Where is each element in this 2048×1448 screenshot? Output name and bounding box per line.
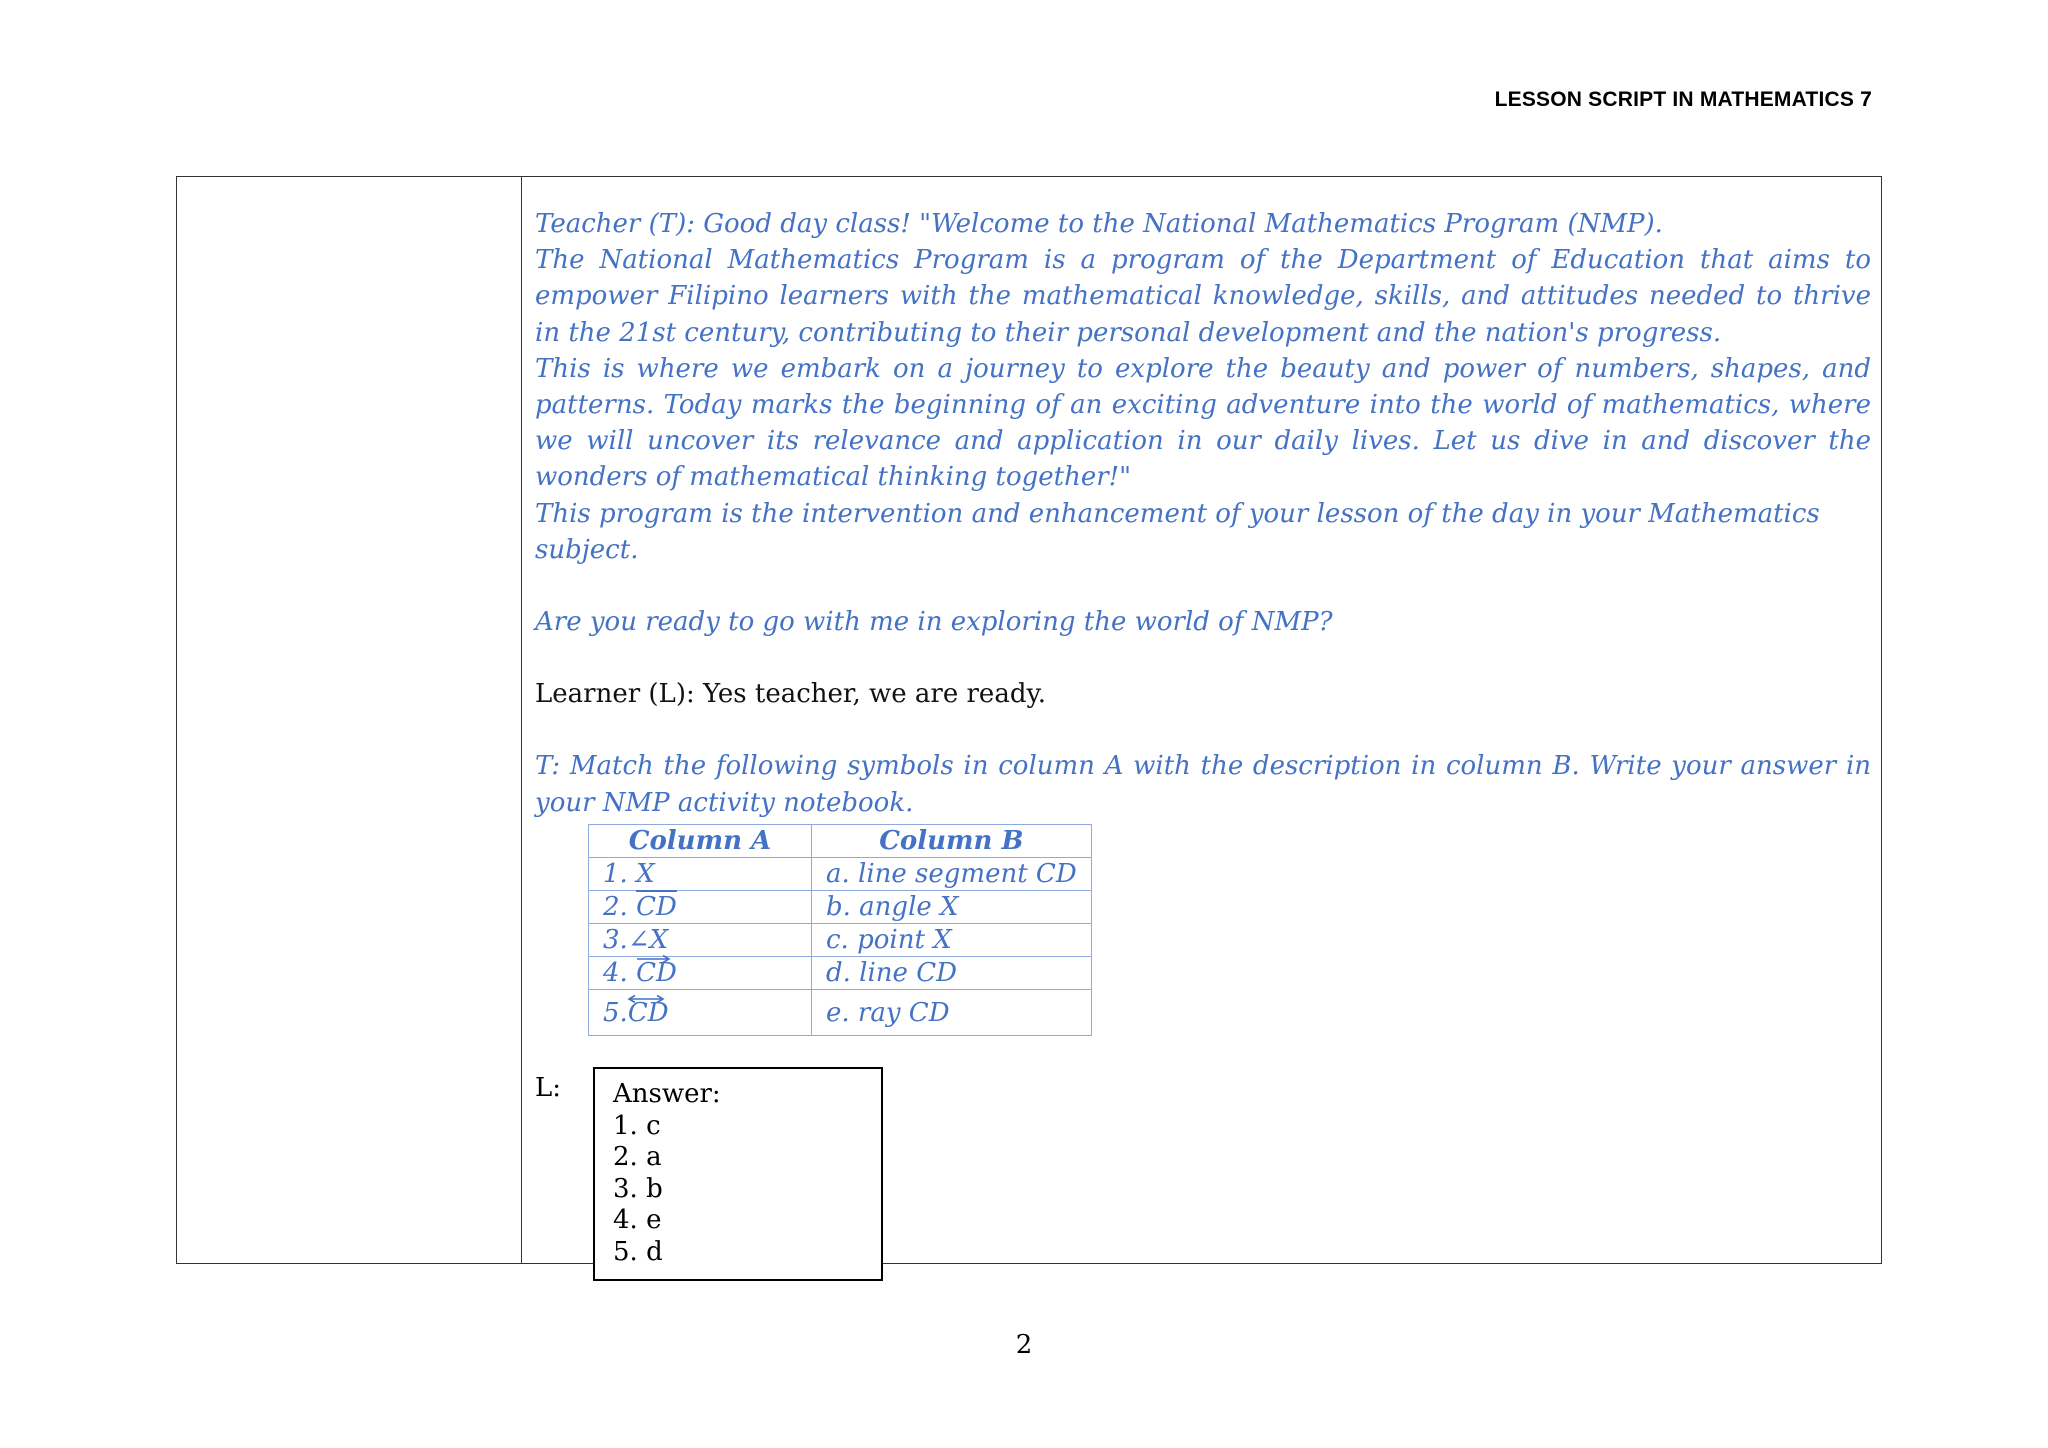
symbol-segment: $\overline{CD}$ xyxy=(636,892,677,922)
column-b-cell: e. ray CD xyxy=(812,990,1092,1036)
teacher-greeting: Teacher (T): Good day class! "Welcome to the National Mathematics Program (NMP). xyxy=(535,209,1663,239)
line-arrows-icon xyxy=(627,994,665,1004)
table-row xyxy=(589,957,1092,990)
column-b-cell: a. line segment CD xyxy=(812,858,1092,891)
column-a-cell xyxy=(589,891,812,924)
column-a-header: Column A xyxy=(589,825,812,858)
item-number: 1. xyxy=(603,859,628,889)
answer-item: 3. b xyxy=(613,1173,663,1204)
symbol-ray: CD xyxy=(636,958,677,988)
teacher-program-description: The National Mathematics Program is a program of the Department of Education that aims to empower Filipino learners with the mathematical knowledge, skills, and attitudes needed to thrive in the 21st century, contributing to their personal development and the nation's progress. xyxy=(535,245,1871,348)
learner-reply: Learner (L): Yes teacher, we are ready. xyxy=(535,679,1046,710)
matching-table-header-row xyxy=(589,825,1092,858)
ray-arrow-icon xyxy=(636,954,672,964)
answer-item: 1. c xyxy=(613,1110,661,1141)
symbol-angle: ∠X xyxy=(627,925,669,955)
teacher-journey-text: This is where we embark on a journey to explore the beauty and power of numbers, shapes, and patterns. Today marks the beginning of an exciting adventure into the world of mathematics, where we will uncover its relevance and application in our daily lives. Let us dive in and discover the wonders of mathematical thinking together!" xyxy=(535,353,1871,493)
column-a-cell xyxy=(589,990,812,1036)
matching-table xyxy=(588,824,1092,1036)
column-b-cell: d. line CD xyxy=(812,957,1092,990)
answer-item: 2. a xyxy=(613,1142,662,1172)
answer-title: Answer: xyxy=(613,1079,721,1109)
answer-box xyxy=(593,1067,883,1281)
answer-item: 4. e xyxy=(613,1205,662,1235)
column-divider xyxy=(521,177,522,1263)
item-number: 2. xyxy=(603,892,628,922)
document-header: LESSON SCRIPT IN MATHEMATICS 7 xyxy=(1494,88,1872,111)
table-row xyxy=(589,990,1092,1036)
answer-item: 5. d xyxy=(613,1236,663,1267)
learner-label: L: xyxy=(535,1073,562,1103)
column-b-cell: b. angle X xyxy=(812,891,1092,924)
symbol-line: CD xyxy=(628,998,669,1028)
teacher-instruction: T: Match the following symbols in column A with the description in column B. Write your answer in your NMP activity notebook. xyxy=(535,751,1871,818)
column-a-cell xyxy=(589,858,812,891)
symbol-point: X xyxy=(636,859,655,889)
table-row xyxy=(589,858,1092,891)
item-number: 4. xyxy=(603,958,628,988)
column-b-cell: c. point X xyxy=(812,924,1092,957)
item-number: 3. xyxy=(603,925,628,955)
page-number: 2 xyxy=(1015,1330,1033,1360)
table-row xyxy=(589,924,1092,957)
column-a-cell xyxy=(589,957,812,990)
column-a-cell xyxy=(589,924,812,957)
lesson-script-content xyxy=(535,206,1871,821)
column-b-header: Column B xyxy=(812,825,1092,858)
item-number: 5. xyxy=(603,997,628,1028)
teacher-program-purpose: This program is the intervention and enhancement of your lesson of the day in your Mathematics subject. xyxy=(535,498,1820,565)
table-row xyxy=(589,891,1092,924)
teacher-question: Are you ready to go with me in exploring the world of NMP? xyxy=(535,607,1333,638)
